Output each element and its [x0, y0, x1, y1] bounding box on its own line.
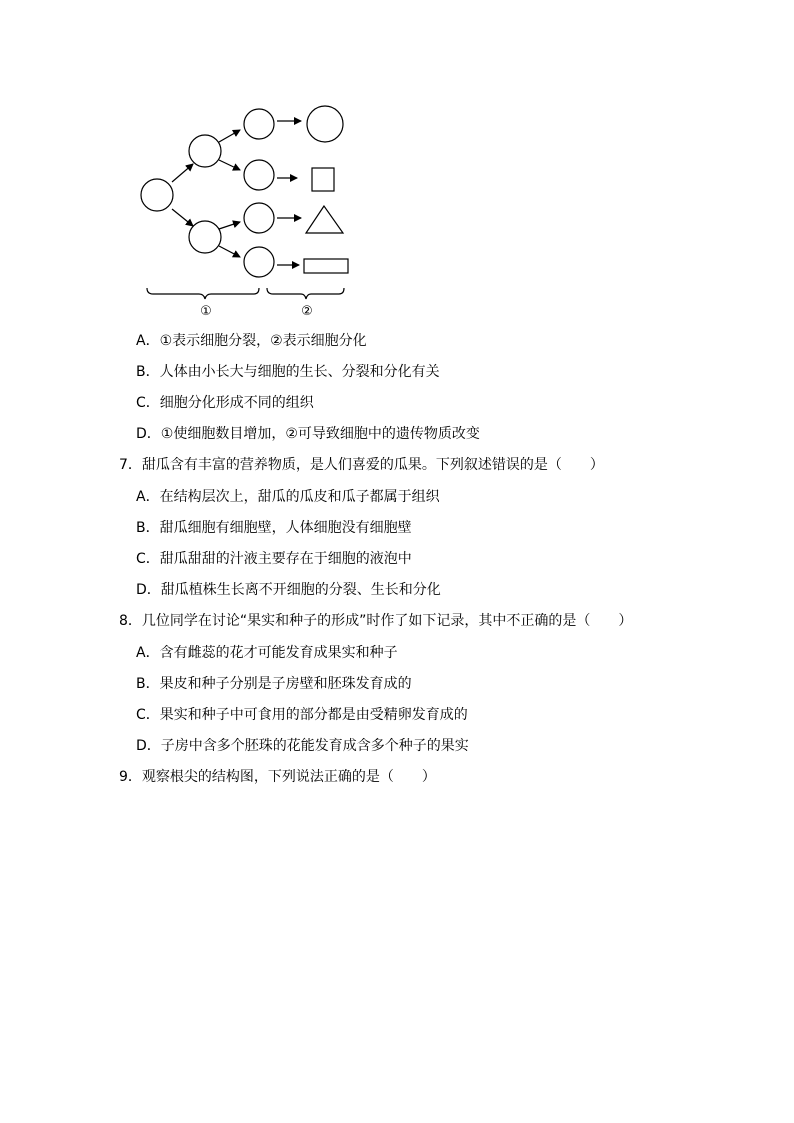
q9-stem: 9．观察根尖的结构图，下列说法正确的是（ ）: [119, 769, 436, 785]
arrow-parent-to-upper: [172, 164, 193, 182]
daughter-cell-lower: [189, 221, 221, 253]
cell-row-2: [244, 160, 274, 190]
bracket-label-1: ①: [200, 304, 212, 319]
arrow-upper-to-row2: [219, 160, 240, 170]
differentiated-triangle: [306, 206, 343, 233]
q7-stem: 7．甜瓜含有丰富的营养物质，是人们喜爱的瓜果。下列叙述错误的是（ ）: [119, 457, 604, 473]
q8-option-c: C．果实和种子中可食用的部分都是由受精卵发育成的: [136, 707, 468, 723]
differentiated-rectangle: [304, 259, 348, 273]
q8-option-b: B．果皮和种子分别是子房壁和胚珠发育成的: [136, 676, 412, 692]
arrow-lower-to-row3: [219, 222, 240, 229]
arrow-lower-to-row4: [219, 246, 240, 257]
bracket-label-2: ②: [301, 304, 313, 319]
parent-cell: [141, 179, 173, 211]
q7-option-d: D．甜瓜植株生长离不开细胞的分裂、生长和分化: [136, 582, 441, 598]
arrow-upper-to-row1: [219, 130, 240, 142]
q7-option-c: C．甜瓜甜甜的汁液主要存在于细胞的液泡中: [136, 551, 412, 567]
daughter-cell-upper: [189, 135, 221, 167]
bracket-2: [267, 288, 344, 299]
q8-option-a: A．含有雌蕊的花才可能发育成果实和种子: [136, 645, 398, 661]
cell-division-differentiation-diagram: [132, 96, 362, 326]
q7-option-a: A．在结构层次上，甜瓜的瓜皮和瓜子都属于组织: [136, 489, 440, 505]
q8-stem: 8．几位同学在讨论“果实和种子的形成”时作了如下记录，其中不正确的是（ ）: [119, 613, 633, 629]
q6-option-a: A．①表示细胞分裂，②表示细胞分化: [136, 333, 367, 349]
q6-option-d: D．①使细胞数目增加，②可导致细胞中的遗传物质改变: [136, 426, 480, 442]
cell-row-1: [244, 109, 274, 139]
cell-row-3: [244, 203, 274, 233]
q8-option-d: D．子房中含多个胚珠的花能发育成含多个种子的果实: [136, 738, 469, 754]
q6-option-b: B．人体由小长大与细胞的生长、分裂和分化有关: [136, 364, 440, 380]
cell-row-4: [244, 247, 274, 277]
arrow-parent-to-lower: [172, 209, 193, 226]
q6-option-c: C．细胞分化形成不同的组织: [136, 395, 314, 411]
bracket-1: [147, 288, 259, 299]
q7-option-b: B．甜瓜细胞有细胞壁，人体细胞没有细胞壁: [136, 520, 412, 536]
differentiated-square: [312, 168, 334, 191]
differentiated-circle: [307, 106, 343, 142]
